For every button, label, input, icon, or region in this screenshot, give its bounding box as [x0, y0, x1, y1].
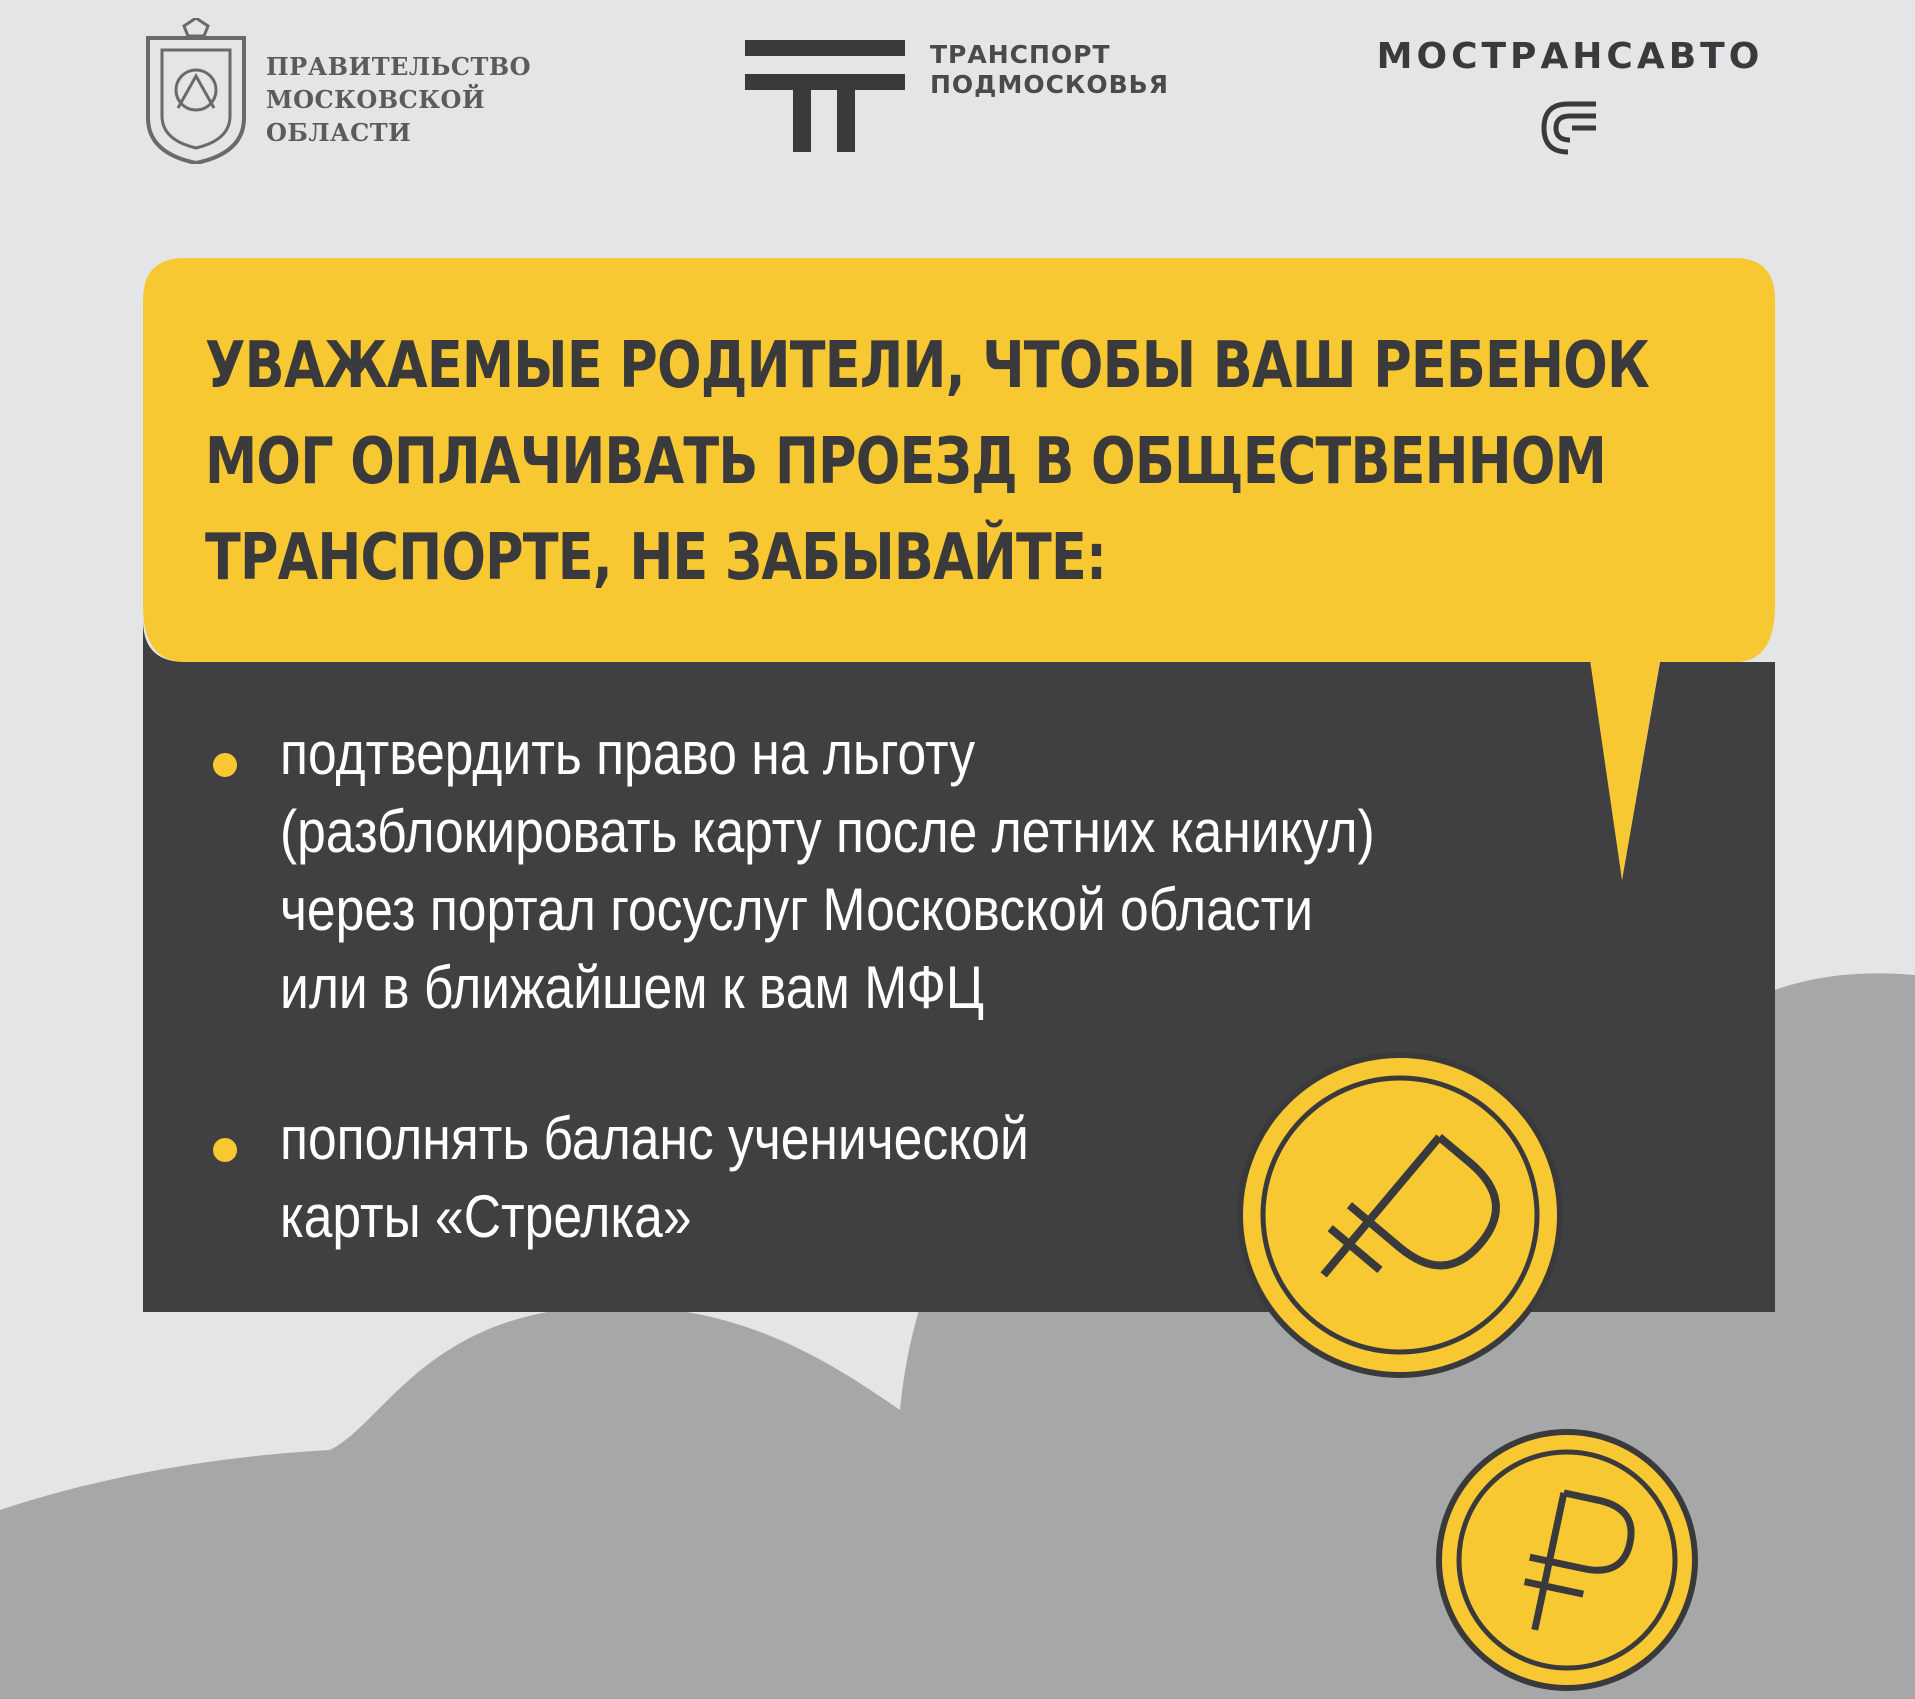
- coat-of-arms-icon: [140, 18, 252, 164]
- headline-line: УВАЖАЕМЫЕ РОДИТЕЛИ, ЧТОБЫ ВАШ РЕБЕНОК: [205, 329, 1650, 403]
- gov-logo-line: ОБЛАСТИ: [266, 118, 412, 147]
- transport-logo-line: ТРАНСПОРТ: [930, 40, 1111, 69]
- transport-t-icon: [745, 40, 905, 152]
- bullet-line: пополнять баланс ученической: [280, 1105, 1029, 1172]
- bullet-dot-icon: [213, 1138, 237, 1162]
- bullet-line: или в ближайшем к вам МФЦ: [280, 954, 985, 1021]
- transport-podmoskovya-logo: [745, 40, 1185, 160]
- gov-logo-line: ПРАВИТЕЛЬСТВО: [266, 52, 532, 81]
- bullet-line: (разблокировать карту после летних каникул): [280, 798, 1375, 865]
- mostransavto-arcs-icon: [1538, 96, 1602, 156]
- transport-logo-text: [930, 40, 1190, 100]
- ruble-coin-icon: [1439, 1432, 1695, 1688]
- bullet-text: [280, 1100, 1484, 1256]
- bullet-line: карты «Стрелка»: [280, 1183, 692, 1250]
- transport-logo-line: ПОДМОСКОВЬЯ: [930, 70, 1169, 99]
- headline-line: ТРАНСПОРТЕ, НЕ ЗАБЫВАЙТЕ:: [205, 521, 1107, 595]
- headline-line: МОГ ОПЛАЧИВАТЬ ПРОЕЗД В ОБЩЕСТВЕННОМ: [205, 425, 1607, 499]
- mostransavto-logo: [1350, 30, 1780, 160]
- mostransavto-logo-text: МОСТРАНСАВТО: [1376, 36, 1764, 77]
- headline: [205, 318, 1650, 606]
- bullet-dot-icon: [213, 753, 237, 777]
- bullet-text: [280, 715, 1484, 1027]
- gov-logo-line: МОСКОВСКОЙ: [266, 85, 486, 114]
- bullet-line: через портал госуслуг Московской области: [280, 876, 1314, 943]
- gov-logo-text: [266, 50, 532, 149]
- bullet-line: подтвердить право на льготу: [280, 720, 976, 787]
- gov-moscow-region-logo: [140, 10, 532, 160]
